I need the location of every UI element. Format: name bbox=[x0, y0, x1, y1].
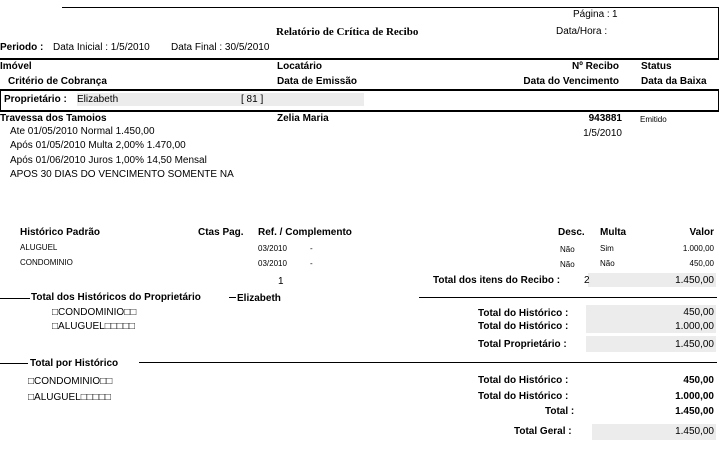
hist-value: 1.000,00 bbox=[675, 391, 714, 402]
item-multa: Não bbox=[600, 259, 615, 268]
item-desc: Não bbox=[560, 260, 575, 269]
prop-hist-name: □CONDOMINIO□□ bbox=[52, 307, 137, 318]
item-multa: Sim bbox=[600, 244, 614, 253]
grand-total-label: Total Geral : bbox=[514, 426, 572, 437]
criterio-line: APOS 30 DIAS DO VENCIMENTO SOMENTE NA bbox=[10, 169, 234, 180]
item-historico: ALUGUEL bbox=[20, 243, 58, 252]
section-rule-right bbox=[419, 297, 717, 298]
col-data-emissao: Data de Emissão bbox=[277, 76, 358, 87]
items-col-ctas: Ctas Pag. bbox=[198, 227, 244, 238]
item-desc: Não bbox=[560, 245, 575, 254]
receipt-number: 943881 bbox=[588, 113, 622, 124]
items-col-ref: Ref. / Complemento bbox=[258, 227, 352, 238]
item-comp: - bbox=[310, 259, 313, 268]
grand-total-value: 1.450,00 bbox=[675, 426, 714, 437]
items-total-value: 1.450,00 bbox=[675, 275, 714, 286]
items-col-valor: Valor bbox=[689, 227, 714, 238]
col-status: Status bbox=[641, 61, 672, 72]
col-criterio: Critério de Cobrança bbox=[8, 76, 107, 87]
section-rule-left bbox=[0, 363, 28, 364]
prop-hist-label: Total do Histórico : bbox=[478, 308, 569, 319]
col-data-baixa: Data da Baixa bbox=[641, 76, 707, 87]
item-valor: 1.000,00 bbox=[682, 244, 714, 253]
col-n-recibo: Nº Recibo bbox=[572, 61, 619, 72]
hist-totals-title: Total por Histórico bbox=[30, 358, 119, 369]
col-locatario: Locatário bbox=[277, 61, 323, 72]
items-col-multa: Multa bbox=[600, 227, 627, 238]
section-rule-left bbox=[0, 298, 30, 299]
owner-shade bbox=[77, 93, 364, 106]
page-number: 1 bbox=[612, 9, 618, 20]
col-data-vencimento: Data do Vencimento bbox=[523, 76, 619, 87]
header-top-rule bbox=[62, 7, 718, 8]
item-ref: 03/2010 bbox=[258, 259, 287, 268]
prop-totals-owner: Elizabeth bbox=[237, 293, 281, 304]
owner-code: [ 81 ] bbox=[241, 94, 264, 105]
item-valor: 450,00 bbox=[689, 259, 714, 268]
criterio-line: Após 01/06/2010 Juros 1,00% 14,50 Mensal bbox=[10, 155, 207, 166]
criterio-line: Após 01/05/2010 Multa 2,00% 1.470,00 bbox=[10, 140, 186, 151]
columns-top-rule bbox=[0, 58, 719, 60]
period-label: Periodo : bbox=[0, 42, 44, 53]
prop-total-value: 1.450,00 bbox=[675, 339, 714, 350]
items-total-count: 2 bbox=[584, 275, 590, 286]
items-col-desc: Desc. bbox=[558, 227, 585, 238]
property-name: Travessa dos Tamoios bbox=[0, 113, 107, 124]
prop-hist-value: 450,00 bbox=[683, 307, 714, 318]
hist-label: Total do Histórico : bbox=[478, 391, 569, 402]
items-col-historico: Histórico Padrão bbox=[20, 227, 101, 238]
prop-hist-value: 1.000,00 bbox=[675, 321, 714, 332]
criterio-line: Ate 01/05/2010 Normal 1.450,00 bbox=[10, 126, 155, 137]
item-ref: 03/2010 bbox=[258, 244, 287, 253]
hist-name: □ALUGUEL□□□□□ bbox=[28, 392, 111, 403]
start-date: Data Inicial : 1/5/2010 bbox=[53, 42, 150, 53]
hist-name: □CONDOMINIO□□ bbox=[28, 376, 113, 387]
prop-total-label: Total Proprietário : bbox=[478, 339, 567, 350]
tenant-name: Zelia Maria bbox=[277, 113, 329, 124]
datetime-label: Data/Hora : bbox=[556, 26, 608, 37]
section-rule-right bbox=[139, 362, 717, 363]
hist-label: Total do Histórico : bbox=[478, 375, 569, 386]
report-title: Relatório de Crítica de Recibo bbox=[276, 26, 419, 38]
hist-total-label: Total : bbox=[545, 406, 575, 417]
receipt-status: Emitido bbox=[640, 115, 667, 124]
end-date: Data Final : 30/5/2010 bbox=[171, 42, 270, 53]
emission-date: 1/5/2010 bbox=[583, 128, 622, 139]
items-total-label: Total dos itens do Recibo : bbox=[433, 275, 561, 286]
owner-label: Proprietário : bbox=[4, 94, 67, 105]
prop-hist-label: Total do Histórico : bbox=[478, 321, 569, 332]
items-count: 1 bbox=[278, 276, 284, 287]
hist-total-value: 1.450,00 bbox=[675, 406, 714, 417]
header-right-rule bbox=[718, 7, 719, 58]
owner-name: Elizabeth bbox=[77, 94, 119, 105]
item-historico: CONDOMINIO bbox=[20, 258, 73, 267]
item-comp: - bbox=[310, 244, 313, 253]
page-label: Página : bbox=[573, 9, 610, 20]
prop-hist-name: □ALUGUEL□□□□□ bbox=[52, 321, 135, 332]
col-imovel: Imóvel bbox=[0, 61, 32, 72]
section-rule-dash bbox=[229, 297, 236, 298]
prop-totals-title: Total dos Históricos do Proprietário bbox=[31, 292, 201, 303]
hist-value: 450,00 bbox=[683, 375, 714, 386]
